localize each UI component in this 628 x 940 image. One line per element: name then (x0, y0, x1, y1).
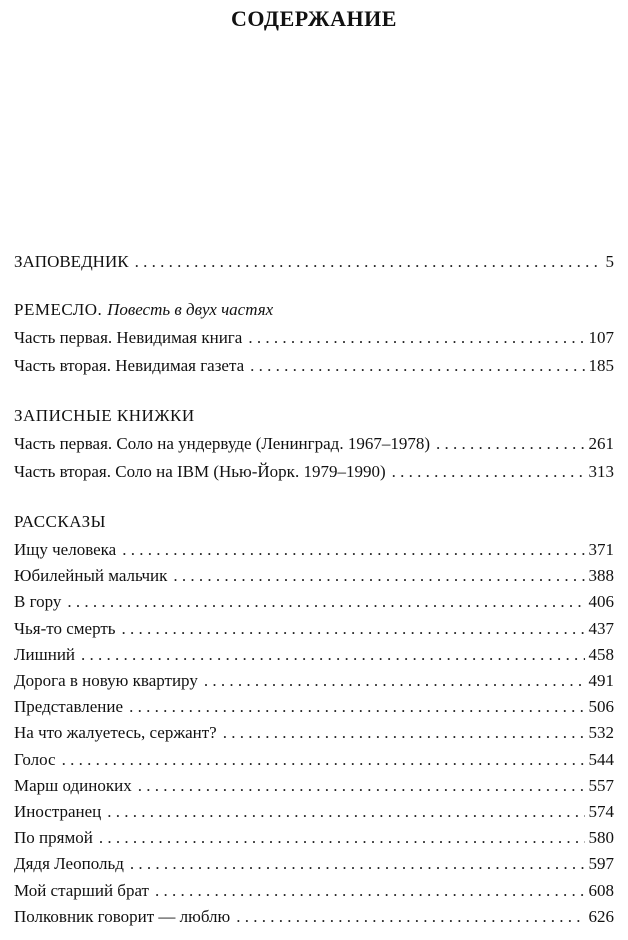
toc-entry-label: В гору (14, 592, 62, 612)
toc-entry-label: Часть первая. Невидимая книга (14, 328, 243, 347)
toc-entry-page: 597 (588, 854, 614, 874)
toc-entry-page: 371 (588, 540, 614, 559)
page-title: СОДЕРЖАНИЕ (231, 6, 397, 31)
toc-entry-label: Часть вторая. Невидимая газета (14, 356, 245, 375)
toc-entry-label: Представление (14, 697, 124, 717)
toc-entry-label: Дядя Леопольд (14, 854, 124, 874)
toc-entry-label: Иностранец (14, 802, 102, 821)
toc-entry[interactable] (14, 619, 614, 643)
leader-dots (138, 776, 585, 796)
leader-dots (250, 356, 584, 376)
toc-entry[interactable] (14, 566, 614, 590)
toc-entry-page: 458 (588, 644, 614, 664)
toc-entry-label: Марш одиноких (14, 775, 132, 795)
toc-entry-page: 532 (588, 723, 614, 743)
toc-entry[interactable] (14, 328, 614, 352)
leader-dots (99, 828, 585, 848)
toc-entry-label: Чья-то смерть (14, 618, 116, 638)
leader-dots (223, 723, 585, 743)
toc-entry-page: 313 (588, 462, 614, 481)
leader-dots (67, 592, 584, 612)
toc-entry[interactable] (14, 462, 614, 486)
section-heading-label: ЗАПИСНЫЕ КНИЖКИ (14, 406, 195, 425)
leader-dots (107, 802, 584, 822)
leader-dots (122, 540, 584, 560)
toc-entry-page: 506 (588, 697, 614, 717)
section-heading-label: РАССКАЗЫ (14, 512, 106, 531)
toc-entry-page: 261 (588, 434, 614, 453)
toc-entry[interactable] (14, 697, 614, 721)
toc-entry-page: 557 (588, 775, 614, 795)
toc-entry-page: 388 (588, 566, 614, 586)
toc-entry-label: На что жалуетесь, сержант? (14, 723, 217, 743)
leader-dots (81, 645, 584, 665)
leader-dots (392, 462, 585, 482)
toc-entry-label: Часть вторая. Соло на IBM (Нью-Йорк. 1979–1990) (14, 462, 386, 481)
toc-entry[interactable] (14, 645, 614, 669)
toc-entry[interactable] (14, 592, 614, 616)
toc-entry[interactable] (14, 802, 614, 826)
toc-entry-page: 406 (588, 592, 614, 612)
toc-entry[interactable] (14, 881, 614, 905)
toc-entry[interactable] (14, 828, 614, 852)
leader-dots (62, 750, 585, 770)
toc-entry-page: 491 (588, 671, 614, 690)
leader-dots (204, 671, 585, 691)
toc-entry-page: 437 (588, 618, 614, 638)
toc-entry[interactable] (14, 356, 614, 380)
leader-dots (129, 697, 584, 717)
section-heading-zapisnye (14, 406, 195, 430)
toc-entry-page: 626 (588, 906, 614, 926)
toc-entry-label: Голос (14, 749, 56, 769)
leader-dots (130, 854, 585, 874)
toc-entry[interactable] (14, 907, 614, 931)
toc-entry[interactable] (14, 854, 614, 878)
section-heading-label: РЕМЕСЛО. (14, 300, 103, 319)
toc-entry-page: 574 (588, 802, 614, 821)
leader-dots (122, 619, 585, 639)
leader-dots (436, 434, 585, 454)
toc-entry[interactable] (14, 776, 614, 800)
toc-entry-label: По прямой (14, 828, 93, 848)
toc-entry-label: Часть первая. Соло на ундервуде (Ленинград. 1967–1978) (14, 434, 430, 453)
section-subtitle: Повесть в двух частях (107, 300, 274, 319)
toc-entry-page: 5 (605, 252, 614, 271)
leader-dots (155, 881, 585, 901)
toc-entry-page: 580 (588, 828, 614, 848)
toc-entry-page: 608 (588, 880, 614, 900)
toc-entry-label: Дорога в новую квартиру (14, 671, 198, 690)
toc-entry-label: ЗАПОВЕДНИК (14, 252, 129, 271)
toc-entry-label: Мой старший брат (14, 880, 149, 900)
toc-entry[interactable] (14, 750, 614, 774)
toc-entry[interactable] (14, 540, 614, 564)
toc-entry-label: Ищу человека (14, 540, 117, 559)
toc-entry-label: Лишний (14, 644, 76, 664)
leader-dots (173, 566, 584, 586)
leader-dots (248, 328, 584, 348)
section-heading-rasskazy (14, 512, 106, 536)
section-heading-remeslo (14, 300, 273, 324)
toc-entry-page: 107 (588, 328, 614, 347)
toc-entry-label: Юбилейный мальчик (14, 566, 168, 586)
toc-entry[interactable] (14, 723, 614, 747)
leader-dots (236, 907, 584, 927)
leader-dots (135, 252, 602, 272)
toc-entry-label: Полковник говорит — люблю (14, 906, 231, 926)
toc-entry-zapovednik[interactable] (14, 252, 614, 276)
toc-entry-page: 544 (588, 749, 614, 769)
toc-entry[interactable] (14, 671, 614, 695)
toc-entry[interactable] (14, 434, 614, 458)
toc-entry-page: 185 (588, 356, 614, 375)
